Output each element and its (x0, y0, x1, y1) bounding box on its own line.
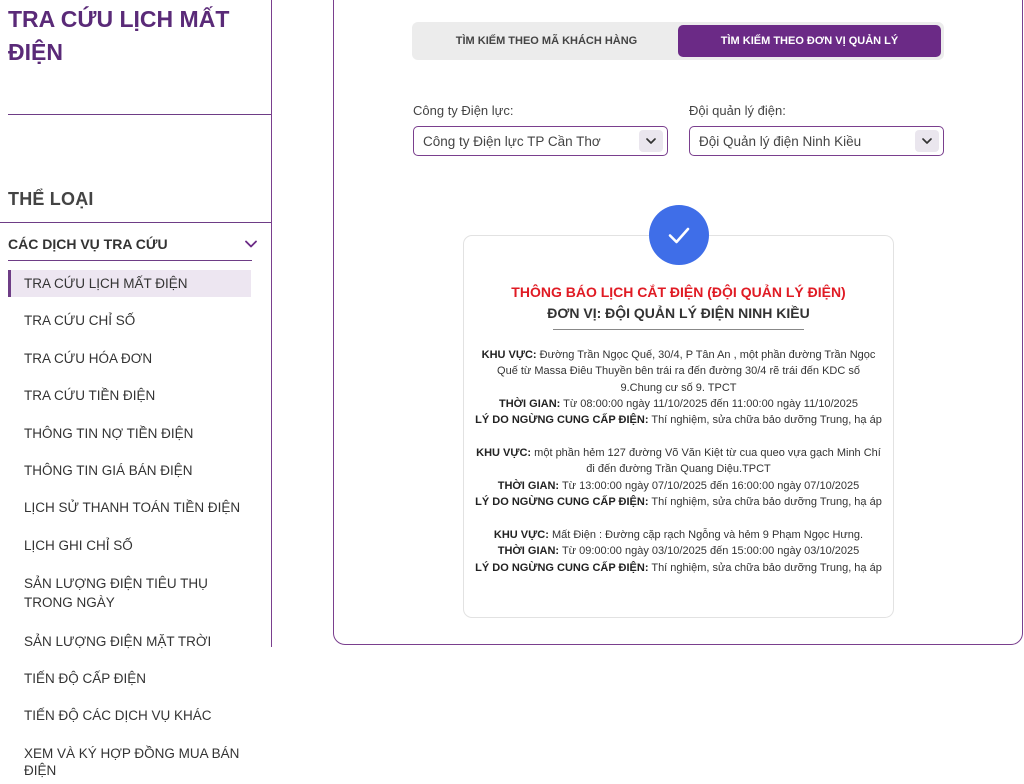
divider (553, 329, 804, 330)
outage-reason (475, 494, 882, 510)
sidebar-item-tra-cuu-lich-mat-dien[interactable]: TRA CỨU LỊCH MẤT ĐIỆN (8, 270, 251, 297)
outage-entry (475, 347, 882, 428)
sidebar-item-tra-cuu-hoa-don[interactable]: TRA CỨU HÓA ĐƠN (24, 350, 153, 366)
divider (8, 260, 252, 261)
outage-entry (475, 527, 882, 576)
notice-title: THÔNG BÁO LỊCH CẮT ĐIỆN (ĐỘI QUẢN LÝ ĐIỆN) (511, 284, 846, 300)
sidebar-item-san-luong-dien-tieu-thu[interactable]: SẢN LƯỢNG ĐIỆN TIÊU THỤ TRONG NGÀY (24, 576, 208, 611)
divider (8, 114, 271, 115)
tab-search-by-customer-code[interactable]: TÌM KIẾM THEO MÃ KHÁCH HÀNG (455, 35, 638, 47)
reason-value: Thí nghiệm, sửa chữa bảo dưỡng Trung, hạ áp (651, 495, 882, 508)
tab-search-by-management-unit[interactable]: TÌM KIẾM THEO ĐƠN VỊ QUẢN LÝ (678, 25, 941, 57)
outage-time (475, 396, 882, 412)
sidebar-item-tra-cuu-chi-so[interactable]: TRA CỨU CHỈ SỐ (24, 313, 136, 329)
area-value: một phần hẻm 127 đường Võ Văn Kiệt từ cua queo vựa gạch Minh Chí đi đến đường Trần Quang Diệu.TPCT (534, 447, 881, 476)
area-label: KHU VỰC: (476, 447, 532, 459)
company-field-label: Công ty Điện lực: (413, 103, 514, 118)
sidebar-item-thong-tin-gia-ban-dien[interactable]: THÔNG TIN GIÁ BÁN ĐIỆN (24, 462, 193, 478)
time-label: THỜI GIAN: (497, 545, 560, 558)
company-select-value: Công ty Điện lực TP Cần Thơ (423, 133, 601, 149)
chevron-down-icon (915, 130, 939, 152)
page-title: TRA CỨU LỊCH MẤT ĐIỆN (8, 6, 230, 65)
time-label: THỜI GIAN: (498, 397, 561, 410)
time-value: Từ 08:00:00 ngày 11/10/2025 đến 11:00:00 ngày 11/10/2025 (563, 397, 859, 410)
time-value: Từ 13:00:00 ngày 07/10/2025 đến 16:00:00 ngày 07/10/2025 (561, 479, 860, 492)
services-menu (8, 270, 251, 784)
outage-entry (475, 445, 882, 510)
time-value: Từ 09:00:00 ngày 03/10/2025 đến 15:00:00 ngày 03/10/2025 (561, 545, 860, 558)
outage-reason (475, 560, 882, 576)
chevron-down-icon (639, 130, 663, 152)
sidebar (0, 0, 272, 778)
reason-label: LÝ DO NGỪNG CUNG CẤP ĐIỆN: (475, 561, 649, 574)
sidebar-item-hop-dong-mua-ban-dien[interactable]: XEM VÀ KÝ HỢP ĐỒNG MUA BÁN ĐIỆN (24, 745, 240, 778)
sidebar-item-lich-su-thanh-toan[interactable]: LỊCH SỬ THANH TOÁN TIỀN ĐIỆN (24, 500, 241, 516)
company-select[interactable] (413, 126, 668, 156)
area-label: KHU VỰC: (493, 529, 549, 541)
outage-area (475, 347, 882, 396)
time-label: THỜI GIAN: (497, 479, 560, 492)
reason-label: LÝ DO NGỪNG CUNG CẤP ĐIỆN: (475, 495, 649, 508)
reason-value: Thí nghiệm, sửa chữa bảo dưỡng Trung, hạ áp (651, 414, 882, 427)
chevron-down-icon (244, 237, 258, 251)
divider (0, 222, 271, 223)
sidebar-item-tra-cuu-tien-dien[interactable]: TRA CỨU TIỀN ĐIỆN (24, 388, 156, 404)
area-label: KHU VỰC: (481, 349, 537, 361)
services-label: CÁC DỊCH VỤ TRA CỨU (8, 236, 168, 252)
reason-value: Thí nghiệm, sửa chữa bảo dưỡng Trung, hạ áp (651, 561, 882, 574)
services-accordion-toggle[interactable] (8, 233, 258, 255)
sidebar-item-lich-ghi-chi-so[interactable]: LỊCH GHI CHỈ SỐ (24, 537, 133, 553)
sidebar-item-tien-do-cap-dien[interactable]: TIẾN ĐỘ CẤP ĐIỆN (24, 670, 147, 686)
unit-title: ĐƠN VỊ: ĐỘI QUẢN LÝ ĐIỆN NINH KIỀU (547, 305, 810, 321)
search-mode-tabs (412, 22, 944, 60)
outage-time (475, 478, 882, 494)
outage-time (475, 543, 882, 559)
outage-area (475, 527, 882, 543)
outage-reason (475, 412, 882, 428)
sidebar-item-san-luong-dien-mat-troi[interactable]: SẢN LƯỢNG ĐIỆN MẶT TRỜI (24, 633, 212, 649)
team-select[interactable] (689, 126, 944, 156)
team-select-value: Đội Quản lý điện Ninh Kiều (699, 133, 862, 149)
outage-area (475, 445, 882, 478)
category-heading: THỂ LOẠI (8, 189, 94, 209)
area-value: Mất Điện : Đường cặp rạch Ngỗng và hẻm 9 Phạm Ngọc Hưng. (551, 529, 864, 541)
reason-label: LÝ DO NGỪNG CUNG CẤP ĐIỆN: (475, 414, 649, 427)
team-field-label: Đội quản lý điện: (689, 103, 786, 118)
sidebar-item-tien-do-dich-vu-khac[interactable]: TIẾN ĐỘ CÁC DỊCH VỤ KHÁC (24, 708, 212, 724)
check-icon (649, 205, 709, 265)
sidebar-item-thong-tin-no-tien-dien[interactable]: THÔNG TIN NỢ TIỀN ĐIỆN (24, 425, 194, 441)
area-value: Đường Trần Ngọc Quế, 30/4, P Tân An , một phần đường Trần Ngọc Quế từ Massa Điêu Thuyền bên trái ra đến đường 30/4 rẽ trái đến KDC số 9.Chung cư số 9. TPCT (497, 349, 876, 394)
